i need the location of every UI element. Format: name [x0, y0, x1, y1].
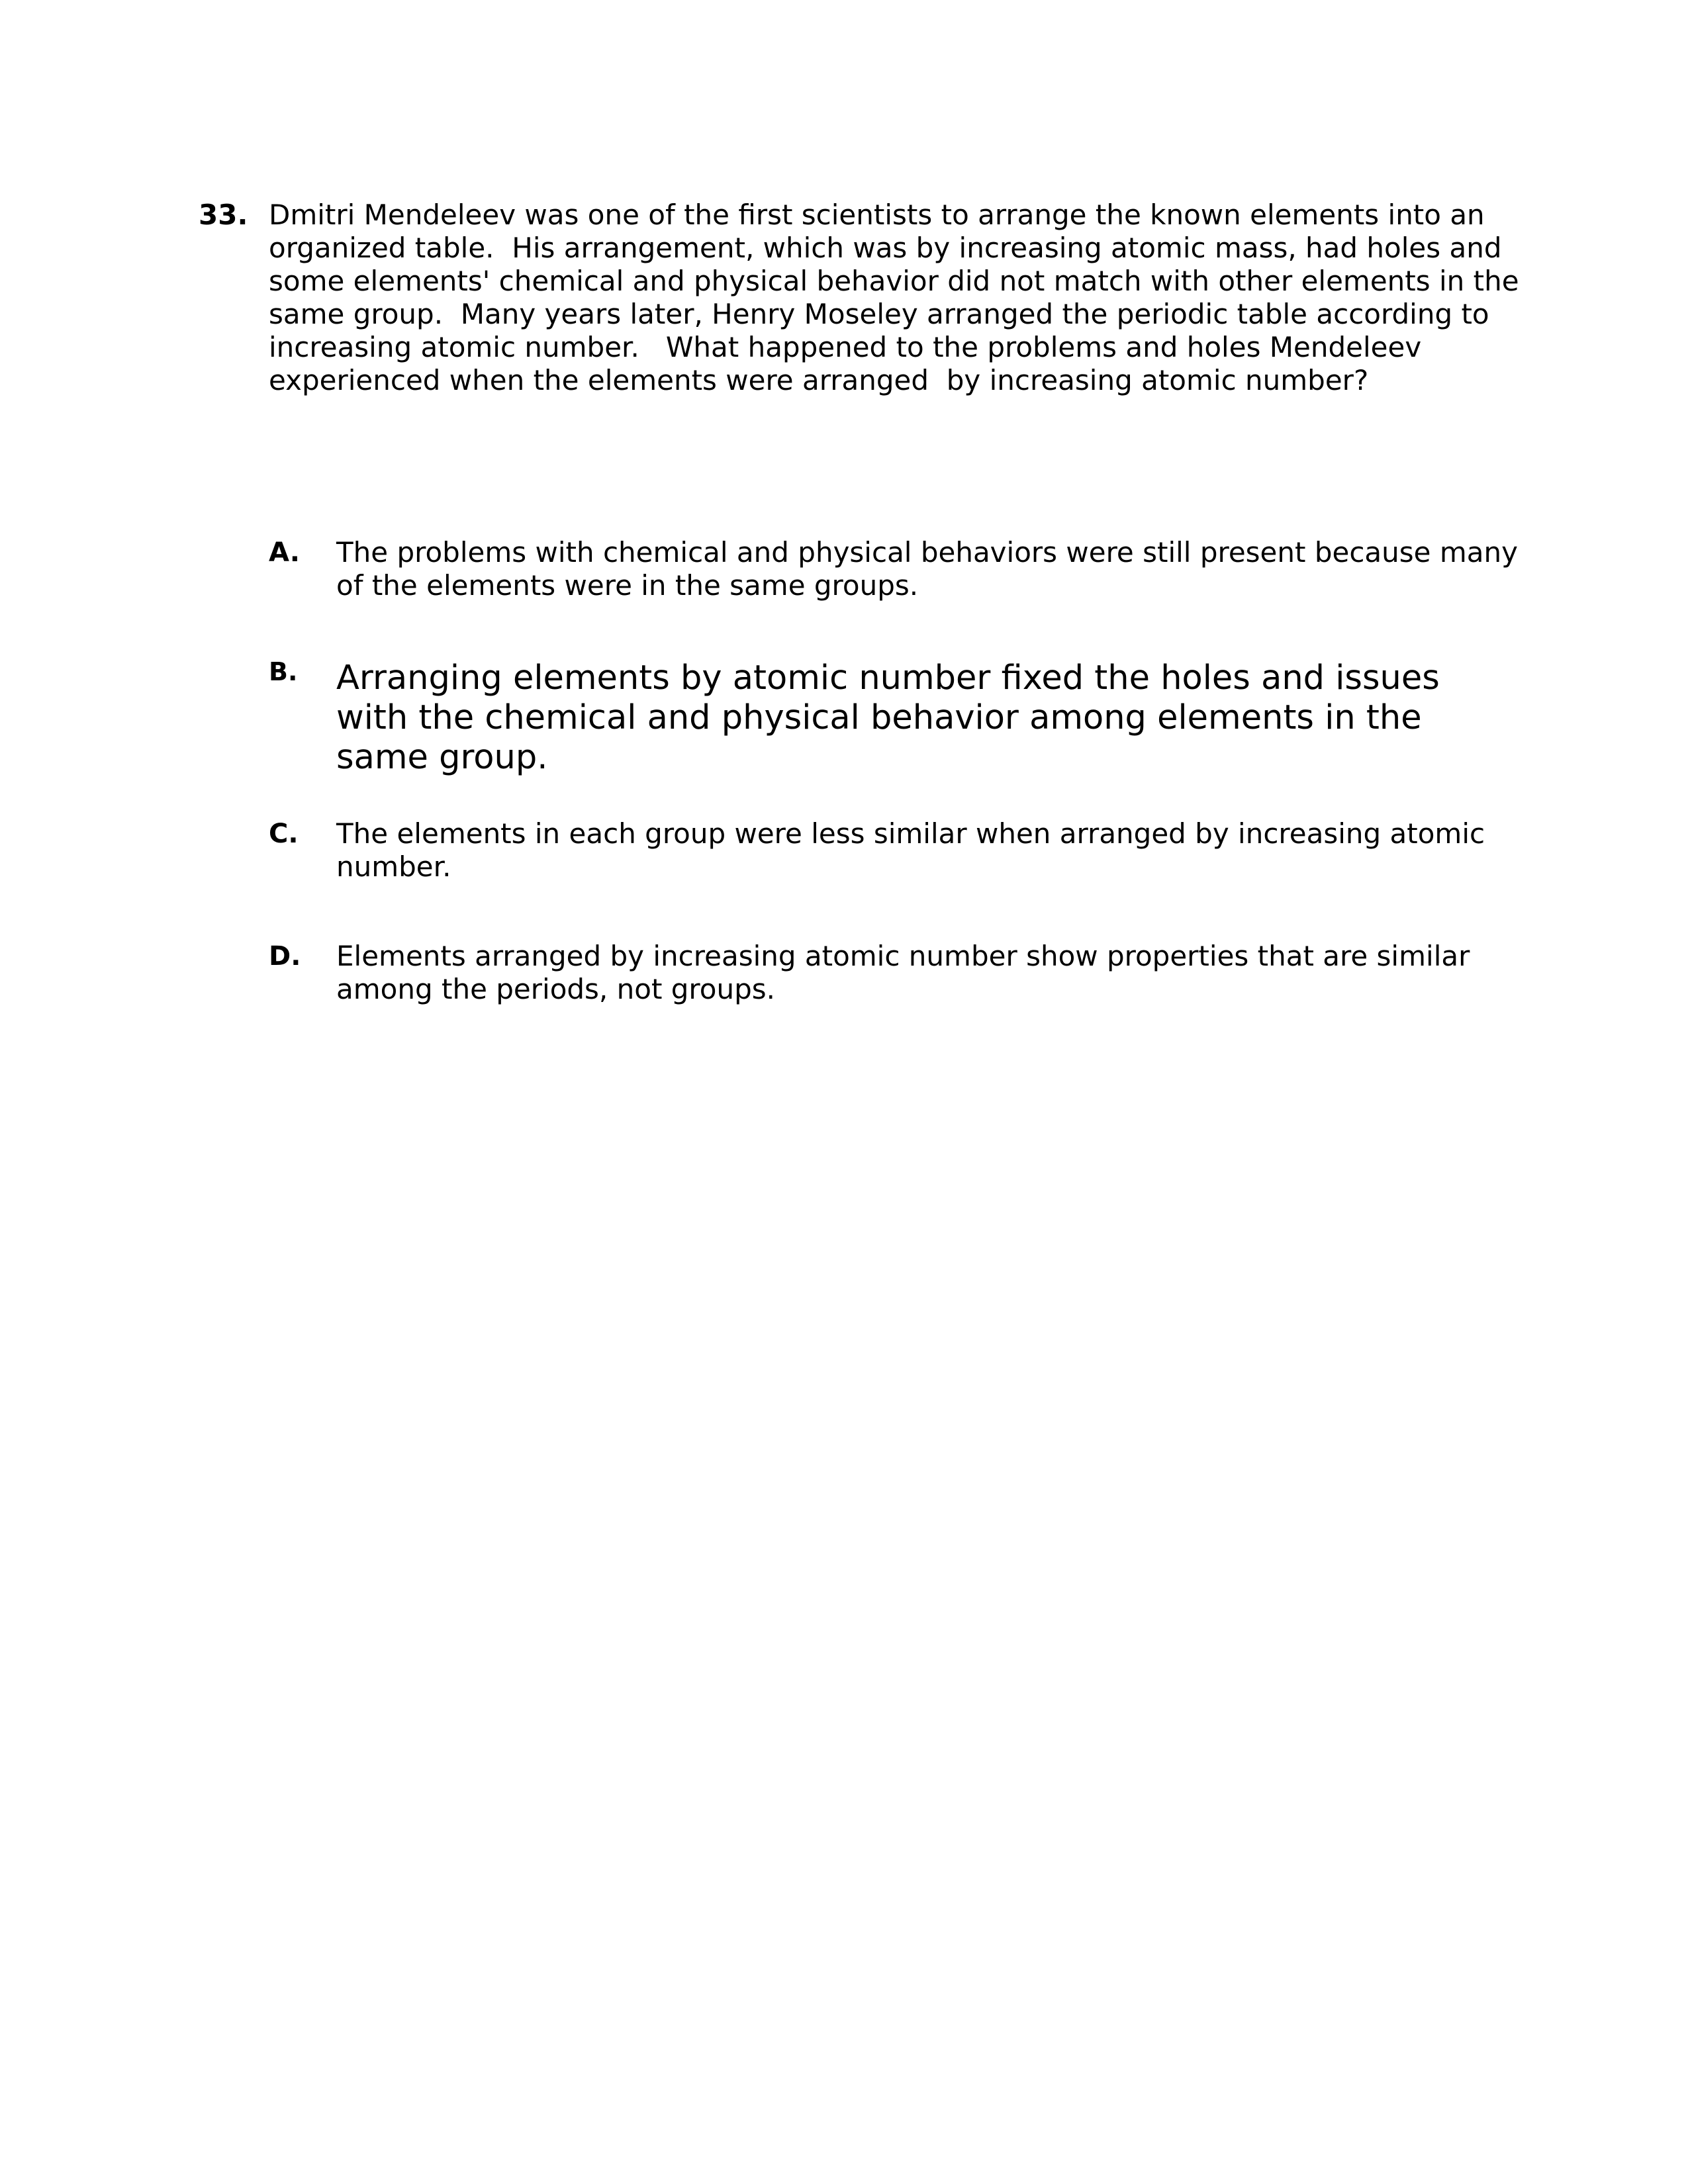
- question-stem: Dmitri Mendeleev was one of the first scientists to arrange the known elements into an organized table. His arrangement, which was by increasing atomic mass, had holes and some elements' chemical and physical behavior did not match with other elements in the same group. Many years later, Henry Moseley arranged the periodic table according to increasing atomic number. What happened to the problems and holes Mendeleev experienced when the elements were arranged by increasing atomic number?: [269, 199, 1528, 396]
- choice-text: Arranging elements by atomic number fixed the holes and issues with the chemical and physical behavior among elements in the same group.: [336, 659, 1440, 777]
- choice-text: The elements in each group were less similar when arranged by increasing atomic number.: [336, 817, 1485, 883]
- choice-letter: A.: [269, 537, 300, 568]
- choice-text: Elements arranged by increasing atomic number show properties that are similar among the periods, not groups.: [336, 940, 1470, 1005]
- choice-text: The problems with chemical and physical behaviors were still present because many of the elements were in the same groups.: [336, 536, 1518, 602]
- choice-letter: B.: [269, 657, 298, 686]
- choice-letter: C.: [269, 819, 299, 849]
- choice-letter: D.: [269, 941, 301, 972]
- question-number: 33.: [199, 199, 248, 231]
